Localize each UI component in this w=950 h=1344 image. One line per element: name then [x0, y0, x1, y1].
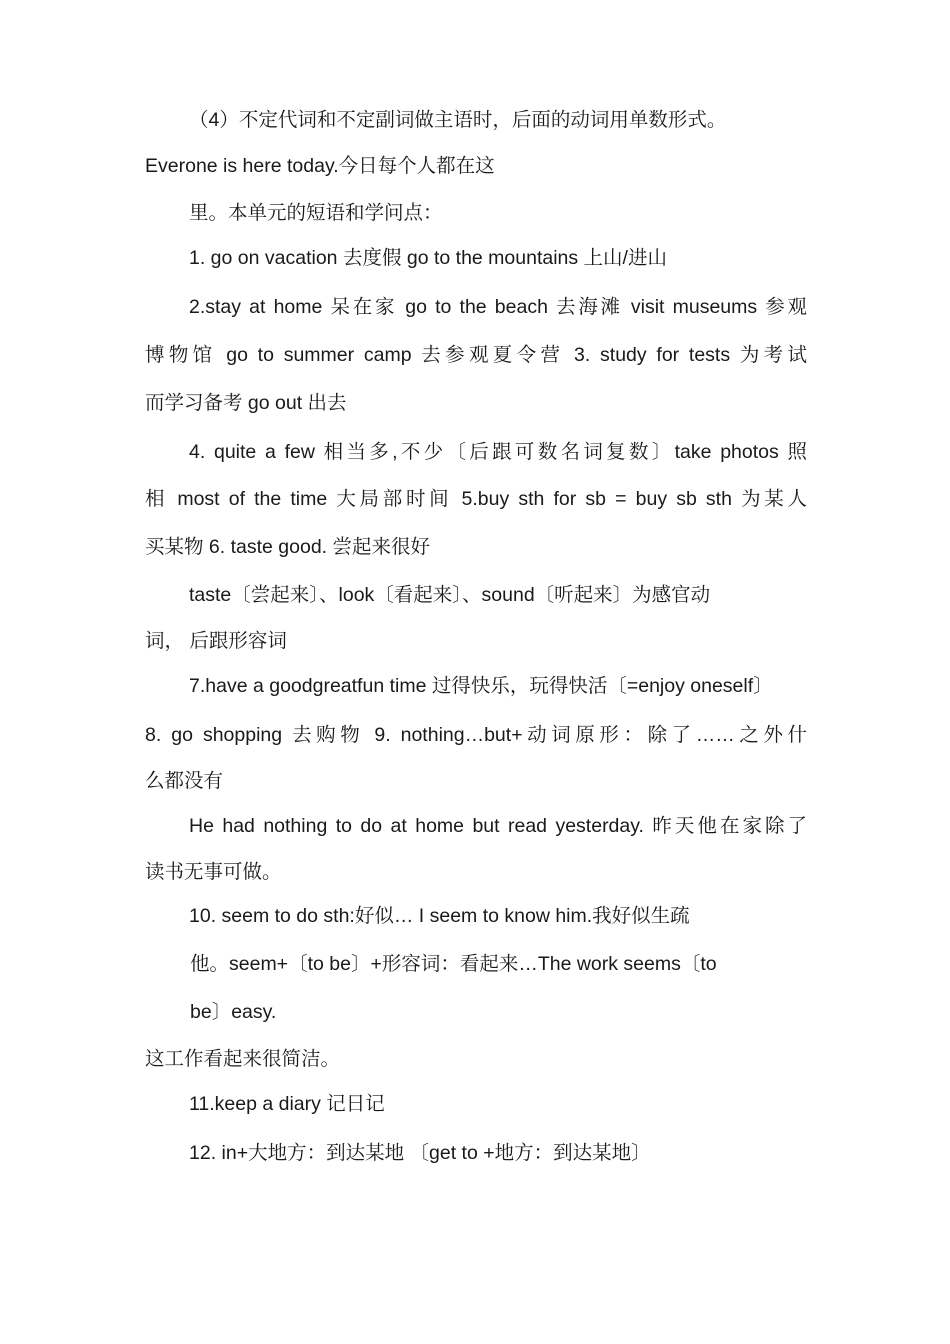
text-line-9: 相 most of the time 大局部时间 5.buy sth for sb = buy sb sth 为某人 [145, 488, 807, 510]
text-line-15: 么都没有 [145, 770, 224, 792]
text-line-17: 读书无事可做。 [145, 861, 282, 883]
text-line-6: 博物馆 go to summer camp 去参观夏令营 3. study for tests 为考试 [145, 344, 807, 366]
text-line-16: He had nothing to do at home but read yesterday. 昨天他在家除了 [189, 815, 807, 837]
text-line-22: 11.keep a diary 记日记 [189, 1093, 385, 1115]
text-line-3: 里。本单元的短语和学问点： [189, 202, 443, 224]
text-line-10: 买某物 6. taste good. 尝起来很好 [145, 536, 431, 558]
text-line-18: 10. seem to do sth:好似… I seem to know him.我好似生疏 [189, 905, 690, 927]
text-line-11: taste〔尝起来〕、look〔看起来〕、sound〔听起来〕为感官动 [189, 584, 711, 606]
text-line-19: 他。seem+〔to be〕+形容词：看起来…The work seems〔to [190, 953, 717, 975]
text-line-4: 1. go on vacation 去度假 go to the mountains 上山/进山 [189, 247, 667, 269]
text-line-5: 2.stay at home 呆在家 go to the beach 去海滩 visit museums 参观 [189, 296, 807, 318]
text-line-1: （4）不定代词和不定副词做主语时，后面的动词用单数形式。 [189, 109, 727, 131]
text-line-20: be〕easy. [190, 1001, 277, 1023]
text-line-2: Everone is here today.今日每个人都在这 [145, 155, 495, 177]
text-line-7: 而学习备考 go out 出去 [145, 392, 347, 414]
text-line-23: 12. in+大地方：到达某地 〔get to +地方：到达某地〕 [189, 1142, 651, 1164]
text-line-13: 7.have a goodgreatfun time 过得快乐，玩得快活〔=enjoy oneself〕 [189, 675, 773, 697]
text-line-14: 8. go shopping 去购物 9. nothing…but+动词原形：除了……之外什 [145, 724, 807, 746]
text-line-8: 4. quite a few 相当多,不少〔后跟可数名词复数〕take photos 照 [189, 441, 807, 463]
text-line-12: 词， 后跟形容词 [145, 630, 287, 652]
text-line-21: 这工作看起来很简洁。 [145, 1048, 341, 1070]
